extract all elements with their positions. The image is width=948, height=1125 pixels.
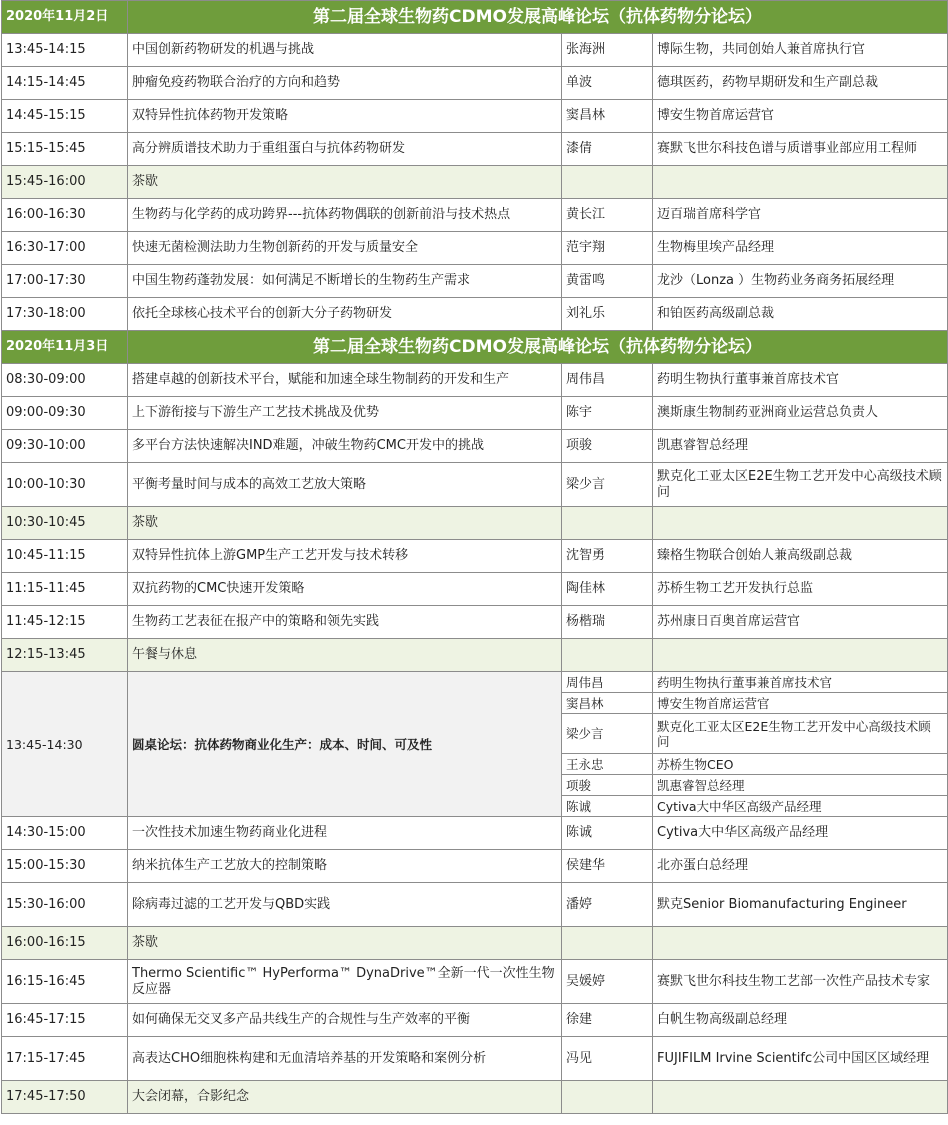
panelist-org: 凯惠睿智总经理 bbox=[653, 775, 948, 796]
session-speaker bbox=[562, 1081, 653, 1114]
agenda-body bbox=[2, 1, 948, 1114]
session-org: 龙沙（Lonza ）生物药业务商务拓展经理 bbox=[653, 265, 948, 298]
session-org: Cytiva大中华区高级产品经理 bbox=[653, 817, 948, 850]
session-topic: 双抗药物的CMC快速开发策略 bbox=[128, 573, 562, 606]
roundtable-time: 13:45-14:30 bbox=[2, 672, 128, 817]
session-time: 09:30-10:00 bbox=[2, 430, 128, 463]
forum-title: 第二届全球生物药CDMO发展高峰论坛（抗体药物分论坛） bbox=[128, 1, 948, 34]
panelist-name: 窦昌林 bbox=[562, 693, 653, 714]
session-time: 16:00-16:30 bbox=[2, 199, 128, 232]
session-topic: 生物药工艺表征在报产中的策略和领先实践 bbox=[128, 606, 562, 639]
roundtable-topic: 圆桌论坛：抗体药物商业化生产：成本、时间、可及性 bbox=[132, 736, 433, 752]
panelist-name: 陈诚 bbox=[562, 796, 653, 817]
session-time: 17:45-17:50 bbox=[2, 1081, 128, 1114]
session-speaker: 冯见 bbox=[562, 1037, 653, 1081]
session-org: 澳斯康生物制药亚洲商业运营总负责人 bbox=[653, 397, 948, 430]
session-row bbox=[2, 232, 948, 265]
session-topic: 中国生物药蓬勃发展：如何满足不断增长的生物药生产需求 bbox=[128, 265, 562, 298]
session-time: 10:30-10:45 bbox=[2, 507, 128, 540]
session-time: 14:15-14:45 bbox=[2, 67, 128, 100]
session-row bbox=[2, 298, 948, 331]
session-org: 迈百瑞首席科学官 bbox=[653, 199, 948, 232]
session-row bbox=[2, 364, 948, 397]
session-org: 赛默飞世尔科技色谱与质谱事业部应用工程师 bbox=[653, 133, 948, 166]
session-time: 10:00-10:30 bbox=[2, 463, 128, 507]
session-org bbox=[653, 927, 948, 960]
session-speaker: 漆倩 bbox=[562, 133, 653, 166]
session-org: 和铂医药高级副总裁 bbox=[653, 298, 948, 331]
agenda-table bbox=[1, 0, 948, 1114]
session-org bbox=[653, 639, 948, 672]
session-topic: 上下游衔接与下游生产工艺技术挑战及优势 bbox=[128, 397, 562, 430]
session-speaker: 单波 bbox=[562, 67, 653, 100]
day-date: 2020年11月3日 bbox=[2, 331, 128, 364]
session-time: 16:45-17:15 bbox=[2, 1004, 128, 1037]
day-header bbox=[2, 1, 948, 34]
session-speaker: 陈诚 bbox=[562, 817, 653, 850]
session-topic: 一次性技术加速生物药商业化进程 bbox=[128, 817, 562, 850]
session-time: 16:00-16:15 bbox=[2, 927, 128, 960]
session-topic: 双特异性抗体上游GMP生产工艺开发与技术转移 bbox=[128, 540, 562, 573]
session-row bbox=[2, 397, 948, 430]
session-org: 赛默飞世尔科技生物工艺部一次性产品技术专家 bbox=[653, 960, 948, 1004]
session-org bbox=[653, 1081, 948, 1114]
session-time: 15:45-16:00 bbox=[2, 166, 128, 199]
break-row bbox=[2, 1081, 948, 1114]
session-topic: 多平台方法快速解决IND难题，冲破生物药CMC开发中的挑战 bbox=[128, 430, 562, 463]
session-time: 11:45-12:15 bbox=[2, 606, 128, 639]
session-row bbox=[2, 606, 948, 639]
session-org: 苏州康日百奥首席运营官 bbox=[653, 606, 948, 639]
session-topic: 快速无菌检测法助力生物创新药的开发与质量安全 bbox=[128, 232, 562, 265]
break-row bbox=[2, 639, 948, 672]
session-time: 11:15-11:45 bbox=[2, 573, 128, 606]
session-speaker: 徐建 bbox=[562, 1004, 653, 1037]
session-row bbox=[2, 199, 948, 232]
session-topic: 双特异性抗体药物开发策略 bbox=[128, 100, 562, 133]
session-topic: 依托全球核心技术平台的创新大分子药物研发 bbox=[128, 298, 562, 331]
session-speaker: 刘礼乐 bbox=[562, 298, 653, 331]
session-speaker: 项骏 bbox=[562, 430, 653, 463]
session-row bbox=[2, 960, 948, 1004]
session-speaker: 潘婷 bbox=[562, 883, 653, 927]
session-org: 北亦蛋白总经理 bbox=[653, 850, 948, 883]
break-row bbox=[2, 166, 948, 199]
session-speaker: 范宇翔 bbox=[562, 232, 653, 265]
session-org: 臻格生物联合创始人兼高级副总裁 bbox=[653, 540, 948, 573]
session-topic: 茶歇 bbox=[128, 507, 562, 540]
session-org bbox=[653, 166, 948, 199]
session-topic: Thermo Scientific™ HyPerforma™ DynaDrive™全新一代一次性生物反应器 bbox=[128, 960, 562, 1004]
session-speaker bbox=[562, 507, 653, 540]
session-time: 12:15-13:45 bbox=[2, 639, 128, 672]
session-speaker: 黄雷鸣 bbox=[562, 265, 653, 298]
session-topic: 中国创新药物研发的机遇与挑战 bbox=[128, 34, 562, 67]
session-topic: 高分辨质谱技术助力于重组蛋白与抗体药物研发 bbox=[128, 133, 562, 166]
session-speaker: 梁少言 bbox=[562, 463, 653, 507]
session-row bbox=[2, 1037, 948, 1081]
session-time: 15:30-16:00 bbox=[2, 883, 128, 927]
session-time: 09:00-09:30 bbox=[2, 397, 128, 430]
session-org: 白帆生物高级副总经理 bbox=[653, 1004, 948, 1037]
session-row bbox=[2, 883, 948, 927]
session-speaker: 陶佳林 bbox=[562, 573, 653, 606]
session-row bbox=[2, 1004, 948, 1037]
session-time: 17:30-18:00 bbox=[2, 298, 128, 331]
panelist-org: 药明生物执行董事兼首席技术官 bbox=[653, 672, 948, 693]
panelist-name: 王永忠 bbox=[562, 754, 653, 775]
roundtable-topic-cell bbox=[128, 672, 562, 817]
session-time: 14:45-15:15 bbox=[2, 100, 128, 133]
session-topic: 午餐与休息 bbox=[128, 639, 562, 672]
session-row bbox=[2, 540, 948, 573]
session-org: 药明生物执行董事兼首席技术官 bbox=[653, 364, 948, 397]
session-speaker: 陈宇 bbox=[562, 397, 653, 430]
session-speaker: 黄长江 bbox=[562, 199, 653, 232]
session-topic: 高表达CHO细胞株构建和无血清培养基的开发策略和案例分析 bbox=[128, 1037, 562, 1081]
session-row bbox=[2, 573, 948, 606]
session-topic: 搭建卓越的创新技术平台，赋能和加速全球生物制药的开发和生产 bbox=[128, 364, 562, 397]
session-row bbox=[2, 34, 948, 67]
session-time: 17:15-17:45 bbox=[2, 1037, 128, 1081]
session-topic: 大会闭幕，合影纪念 bbox=[128, 1081, 562, 1114]
session-org: 默克Senior Biomanufacturing Engineer bbox=[653, 883, 948, 927]
session-org: 默克化工亚太区E2E生物工艺开发中心高级技术顾问 bbox=[653, 463, 948, 507]
session-org: 生物梅里埃产品经理 bbox=[653, 232, 948, 265]
session-speaker: 窦昌林 bbox=[562, 100, 653, 133]
session-topic: 茶歇 bbox=[128, 166, 562, 199]
session-org: 博际生物，共同创始人兼首席执行官 bbox=[653, 34, 948, 67]
panelist-name: 周伟昌 bbox=[562, 672, 653, 693]
session-speaker bbox=[562, 927, 653, 960]
session-org: FUJIFILM Irvine Scientifc公司中国区区域经理 bbox=[653, 1037, 948, 1081]
session-speaker: 周伟昌 bbox=[562, 364, 653, 397]
panelist-org: 默克化工亚太区E2E生物工艺开发中心高级技术顾问 bbox=[653, 714, 948, 754]
session-time: 08:30-09:00 bbox=[2, 364, 128, 397]
session-time: 15:00-15:30 bbox=[2, 850, 128, 883]
session-speaker: 吴媛婷 bbox=[562, 960, 653, 1004]
session-time: 16:30-17:00 bbox=[2, 232, 128, 265]
session-topic: 生物药与化学药的成功跨界---抗体药物偶联的创新前沿与技术热点 bbox=[128, 199, 562, 232]
session-speaker: 张海洲 bbox=[562, 34, 653, 67]
session-time: 17:00-17:30 bbox=[2, 265, 128, 298]
session-speaker: 侯建华 bbox=[562, 850, 653, 883]
forum-title: 第二届全球生物药CDMO发展高峰论坛（抗体药物分论坛） bbox=[128, 331, 948, 364]
panelist-name: 项骏 bbox=[562, 775, 653, 796]
session-speaker bbox=[562, 166, 653, 199]
session-row bbox=[2, 100, 948, 133]
roundtable-panelist-row bbox=[2, 672, 948, 693]
session-topic: 茶歇 bbox=[128, 927, 562, 960]
session-time: 14:30-15:00 bbox=[2, 817, 128, 850]
session-row bbox=[2, 67, 948, 100]
day-date: 2020年11月2日 bbox=[2, 1, 128, 34]
panelist-org: Cytiva大中华区高级产品经理 bbox=[653, 796, 948, 817]
session-topic: 除病毒过滤的工艺开发与QBD实践 bbox=[128, 883, 562, 927]
session-speaker bbox=[562, 639, 653, 672]
session-org: 博安生物首席运营官 bbox=[653, 100, 948, 133]
panelist-org: 博安生物首席运营官 bbox=[653, 693, 948, 714]
session-time: 15:15-15:45 bbox=[2, 133, 128, 166]
session-topic: 如何确保无交叉多产品共线生产的合规性与生产效率的平衡 bbox=[128, 1004, 562, 1037]
session-row bbox=[2, 133, 948, 166]
session-topic: 平衡考量时间与成本的高效工艺放大策略 bbox=[128, 463, 562, 507]
session-time: 16:15-16:45 bbox=[2, 960, 128, 1004]
session-topic: 肿瘤免疫药物联合治疗的方向和趋势 bbox=[128, 67, 562, 100]
break-row bbox=[2, 507, 948, 540]
session-org: 凯惠睿智总经理 bbox=[653, 430, 948, 463]
session-org bbox=[653, 507, 948, 540]
session-speaker: 杨楷瑞 bbox=[562, 606, 653, 639]
session-row bbox=[2, 265, 948, 298]
session-row bbox=[2, 430, 948, 463]
session-row bbox=[2, 850, 948, 883]
session-topic: 纳米抗体生产工艺放大的控制策略 bbox=[128, 850, 562, 883]
session-speaker: 沈智勇 bbox=[562, 540, 653, 573]
panelist-org: 苏桥生物CEO bbox=[653, 754, 948, 775]
panelist-name: 梁少言 bbox=[562, 714, 653, 754]
session-row bbox=[2, 817, 948, 850]
day-header bbox=[2, 331, 948, 364]
break-row bbox=[2, 927, 948, 960]
session-org: 德琪医药，药物早期研发和生产副总裁 bbox=[653, 67, 948, 100]
session-time: 10:45-11:15 bbox=[2, 540, 128, 573]
session-row bbox=[2, 463, 948, 507]
session-org: 苏桥生物工艺开发执行总监 bbox=[653, 573, 948, 606]
session-time: 13:45-14:15 bbox=[2, 34, 128, 67]
